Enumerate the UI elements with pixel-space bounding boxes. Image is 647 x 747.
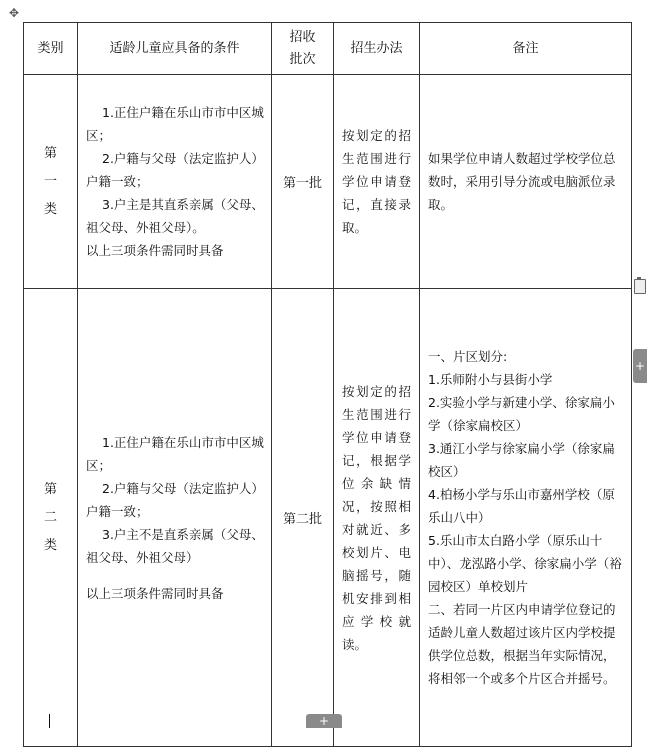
notes-cell <box>420 289 632 747</box>
note-item: 一、片区划分: <box>428 349 508 364</box>
category-char: 类 <box>43 201 57 217</box>
category-char: 二 <box>43 509 57 525</box>
add-row-button[interactable]: + <box>306 714 342 728</box>
conditions-cell <box>78 289 272 747</box>
condition-item: 3.户主不是直系亲属（父母、祖父母、外祖父母） <box>86 526 264 565</box>
table-move-handle-icon[interactable]: ✥ <box>8 6 20 20</box>
header-notes: 备注 <box>420 23 632 75</box>
note-item: 1.乐师附小与县街小学 <box>428 372 553 387</box>
condition-item: 3.户主是其直系亲属（父母、祖父母、外祖父母）。 <box>86 197 264 235</box>
table-header-row <box>24 23 632 75</box>
header-category: 类别 <box>24 23 78 75</box>
enrollment-table <box>23 22 632 747</box>
note-item: 3.通江小学与徐家扁小学（徐家扁校区） <box>428 441 615 479</box>
table-row-category-1 <box>24 75 632 289</box>
paste-options-icon[interactable] <box>634 279 646 294</box>
add-column-button[interactable]: + <box>633 349 647 383</box>
category-cell <box>24 75 78 289</box>
table-row-category-2 <box>24 289 632 747</box>
conditions-cell <box>78 75 272 289</box>
header-batch-line1: 招收 <box>289 29 316 45</box>
category-char: 第 <box>43 145 57 161</box>
method-cell: 按划定的招生范围进行学位申请登记，根据学位余缺情况，按照相对就近、多校划片、电脑摇号，随机安排到相应学校就读。 <box>334 289 420 747</box>
condition-item: 1.正住户籍在乐山市市中区城区； <box>86 105 264 143</box>
condition-item: 2.户籍与父母（法定监护人）户籍一致； <box>86 151 264 189</box>
note-item: 2.实验小学与新建小学、徐家扁小学（徐家扁校区） <box>428 395 615 433</box>
batch-cell: 第一批 <box>272 75 334 289</box>
condition-item: 1.正住户籍在乐山市市中区城区； <box>86 434 264 473</box>
note-item: 4.柏杨小学与乐山市嘉州学校（原乐山八中） <box>428 487 615 525</box>
header-method: 招生办法 <box>334 23 420 75</box>
conditions-footer: 以上三项条件需同时具备 <box>86 585 224 601</box>
method-cell: 按划定的招生范围进行学位申请登记，直接录取。 <box>334 75 420 289</box>
batch-cell: 第二批 <box>272 289 334 747</box>
text-cursor <box>49 714 50 728</box>
conditions-footer: 以上三项条件需同时具备 <box>86 243 224 258</box>
note-item: 二、若同一片区内申请学位登记的适龄儿童人数超过该片区内学校提供学位总数，根据当年实际情况，将相邻一个或多个片区合并摇号。 <box>428 602 616 686</box>
header-batch <box>272 23 334 75</box>
category-char: 类 <box>43 537 57 553</box>
notes-cell <box>420 75 632 289</box>
header-conditions: 适龄儿童应具备的条件 <box>78 23 272 75</box>
category-cell <box>24 289 78 747</box>
category-char: 第 <box>43 481 57 497</box>
category-char: 一 <box>43 173 57 189</box>
note-item: 如果学位申请人数超过学校学位总数时，采用引导分流或电脑派位录取。 <box>428 151 616 212</box>
condition-item: 2.户籍与父母（法定监护人）户籍一致； <box>86 480 264 519</box>
header-batch-line2: 批次 <box>289 51 316 67</box>
note-item: 5.乐山市太白路小学（原乐山十中）、龙泓路小学、徐家扁小学（裕园校区）单校划片 <box>428 533 622 594</box>
